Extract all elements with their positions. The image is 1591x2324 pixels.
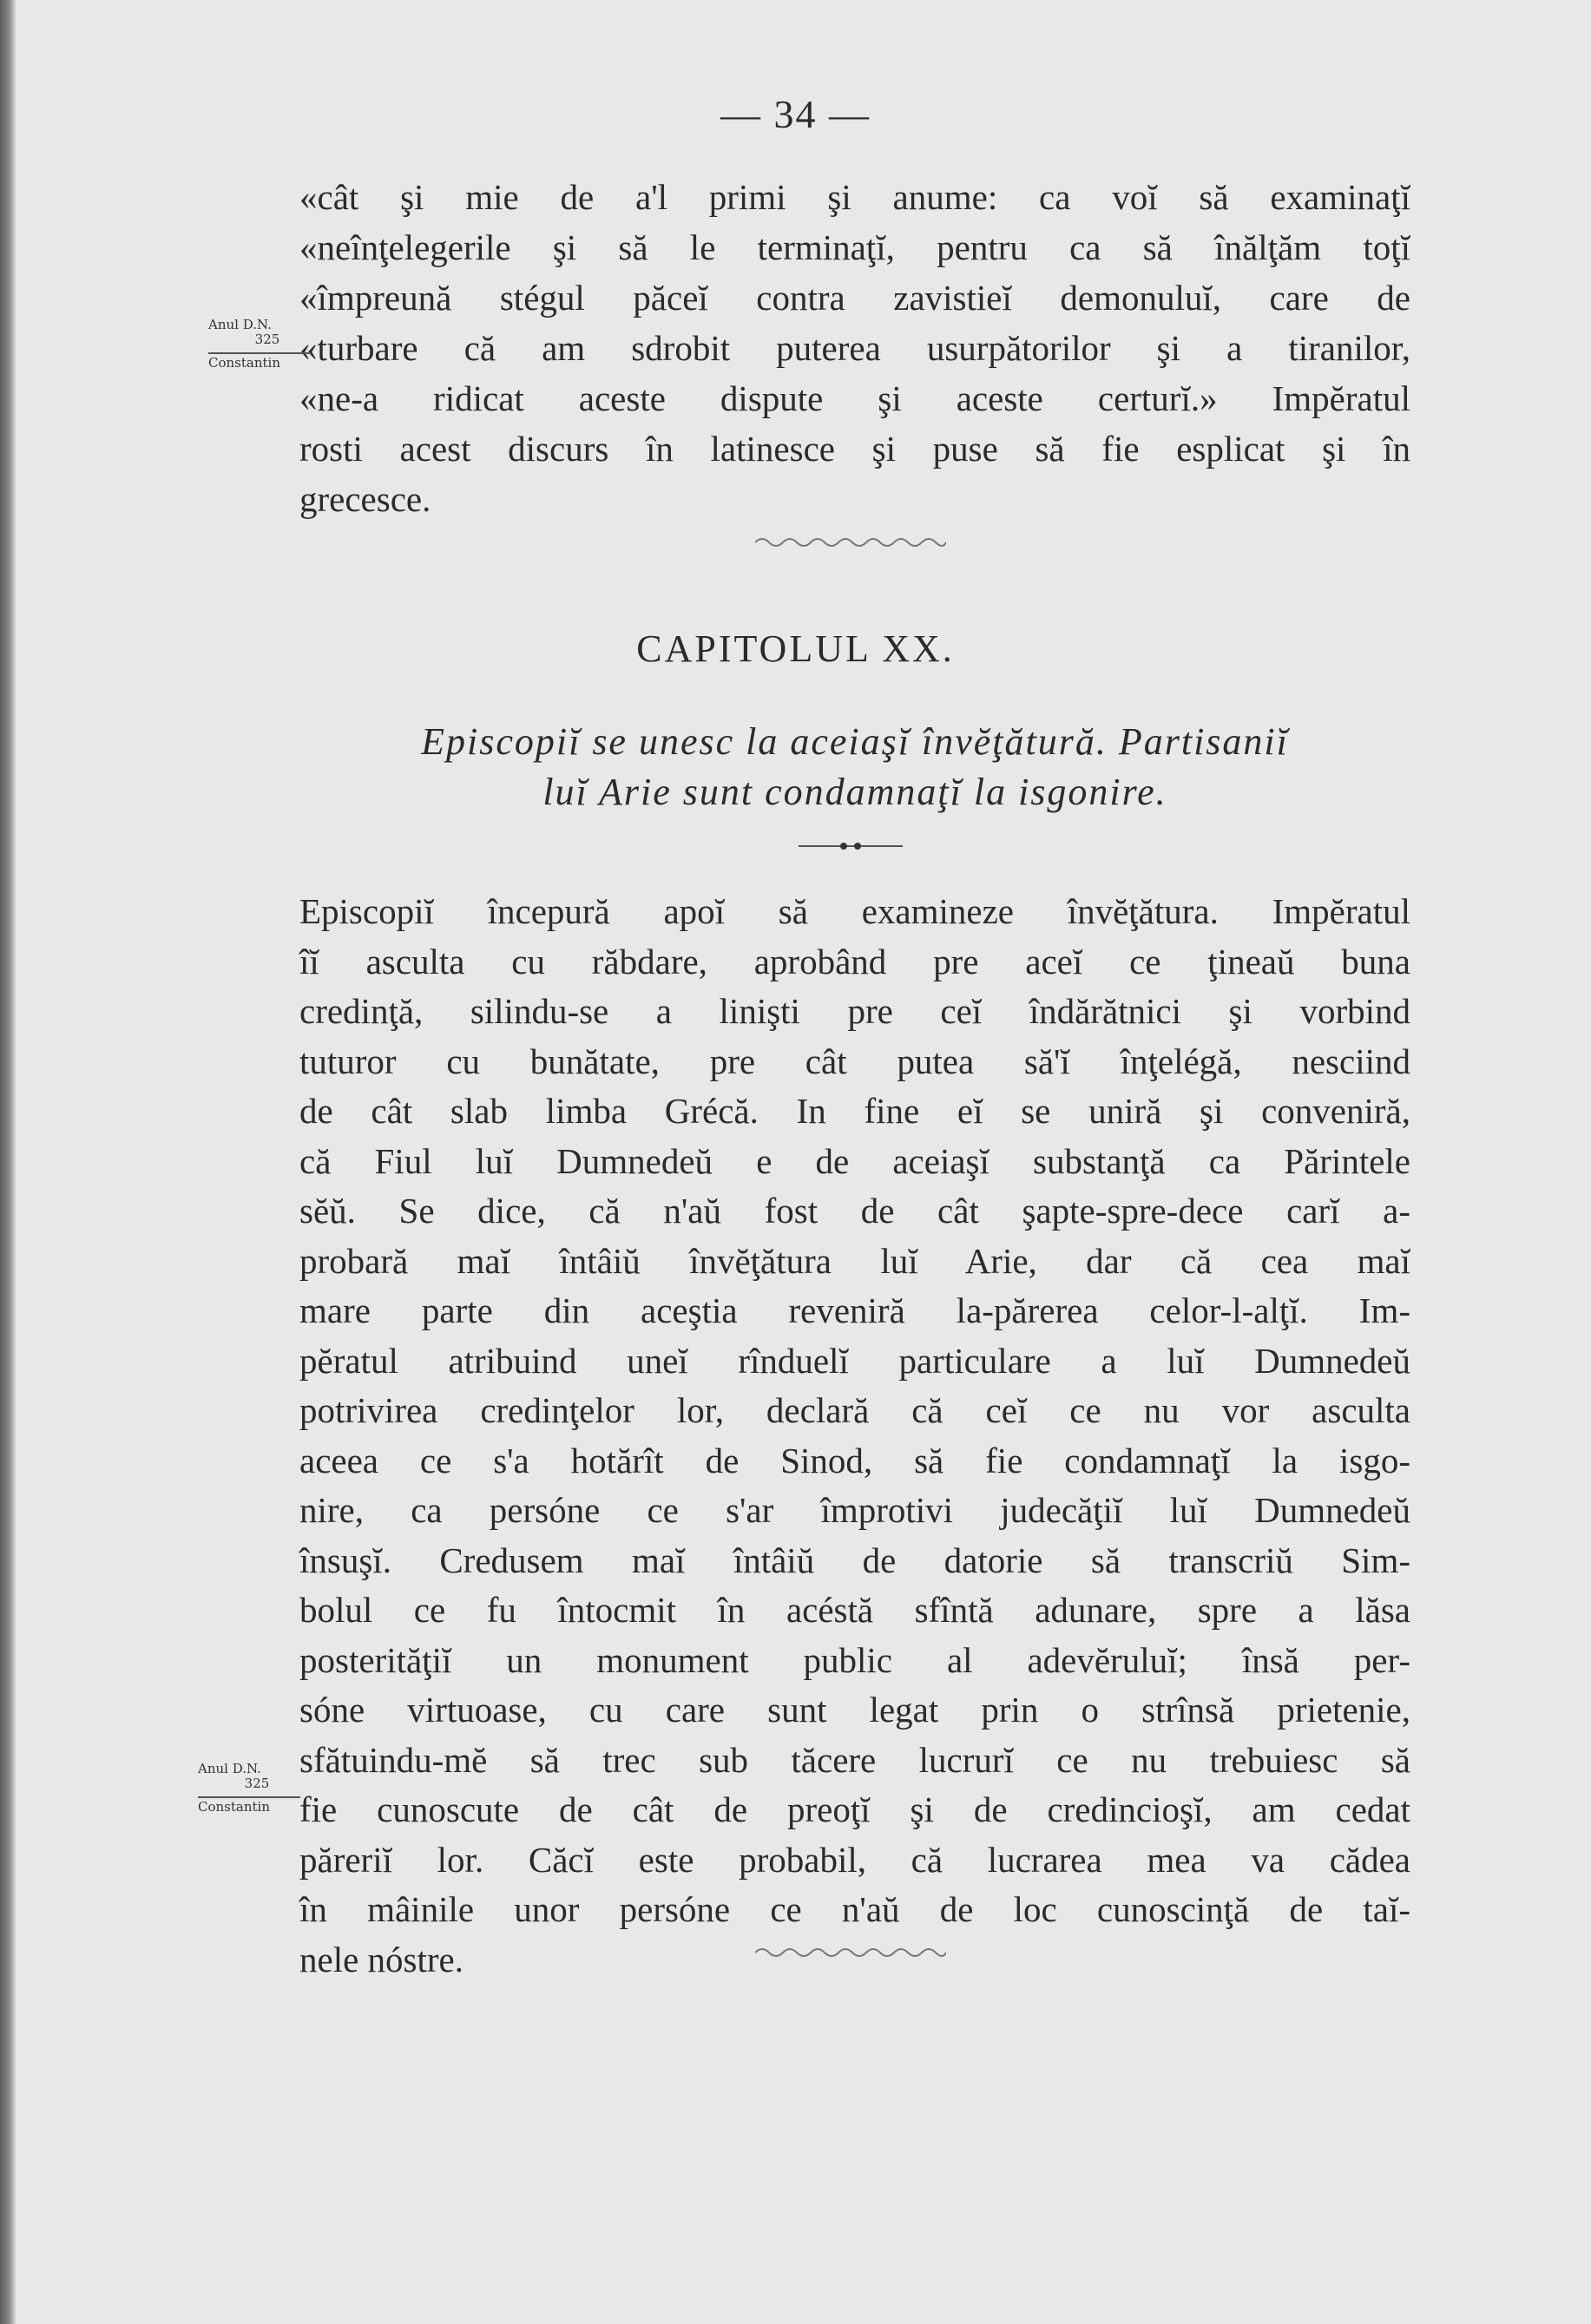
text-line: credinţă, silindu-se a linişti pre ceĭ îndărătnici şi vorbind [299,991,1410,1031]
dash-divider-ornament [799,840,903,852]
text-line: aceea ce s'a hotărît de Sinod, să fie condamnaţĭ la isgo- [299,1440,1410,1480]
text-line: «turbare că am sdrobit puterea usurpătorilor şi a tiranilor, [299,328,1410,368]
text-line: grecesce. [299,479,431,519]
page-number: — 34 — [720,92,871,136]
text-line: «împreună stégul păceĭ contra zavistieĭ demonuluĭ, care de [299,278,1410,318]
margin-note-number: 325 [244,1776,270,1791]
chapter-subtitle-line: luĭ Arie sunt condamnaţĭ la isgonire. [542,771,1167,813]
text-line: potrivirea credinţelor lor, declară că ceĭ ce nu vor asculta [299,1390,1410,1430]
text-line: posterităţiĭ un monument public al adevĕruluĭ; însă per- [299,1639,1410,1680]
chapter-paragraph [299,887,1410,1985]
text-line: nele nóstre. [299,1939,463,1979]
text-line: sĕŭ. Se dice, că n'aŭ fost de cât şapte-spre-dece carĭ a- [299,1191,1410,1231]
wavy-divider-ornament [755,1944,946,1961]
margin-note-label: Anul D.N. [208,317,272,332]
text-line: Episcopiĭ începură apoĭ să examineze învĕţătura. Impĕratul [299,891,1410,931]
text-line: «ne-a ridicat aceste dispute şi aceste certurĭ.» Impĕratul [299,378,1410,418]
text-line: fie cunoscute de cât de preoţĭ şi de credincioşĭ, am cedat [299,1789,1410,1829]
text-line: îĭ asculta cu răbdare, aprobând pre aceĭ ce ţineaŭ buna [299,941,1410,981]
margin-note-number: 325 [254,332,280,347]
text-line: de cât slab limba Grécă. In fine eĭ se uniră şi conveniră, [299,1091,1410,1131]
text-line: «neînţelegerile şi să le terminaţĭ, pentru ca să înălţăm toţĭ [299,227,1410,267]
margin-note-label: Anul D.N. [198,1761,261,1776]
text-line: sfătuindu-mĕ să trec sub tăcere lucrurĭ ce nu trebuiesc să [299,1739,1410,1780]
text-line: tuturor cu bunătate, pre cât putea să'ĭ înţelégă, nesciind [299,1041,1410,1081]
wavy-divider-ornament [755,534,946,551]
margin-note-name: Constantin [198,1796,300,1815]
text-line: probară maĭ întâiŭ învĕţătura luĭ Arie, dar că cea maĭ [299,1240,1410,1281]
paragraph-continued [299,172,1410,524]
text-line: că Fiul luĭ Dumnedeŭ e de aceiaşĭ substanţă ca Părintele [299,1140,1410,1181]
text-line: însuşĭ. Credusem maĭ întâiŭ de datorie să transcriŭ Sim- [299,1539,1410,1580]
chapter-subtitle-line: Episcopiĭ se unesc la aceiaşĭ învĕţătură. Partisaniĭ [421,720,1289,763]
text-line: păreriĭ lor. Căcĭ este probabil, că lucrarea mea va cădea [299,1839,1410,1880]
text-line: pĕratul atribuind uneĭ rînduelĭ particulare a luĭ Dumnedeŭ [299,1340,1410,1381]
text-line: sóne virtuoase, cu care sunt legat prin o strînsă prietenie, [299,1690,1410,1730]
chapter-heading: CAPITOLUL XX. [636,627,955,670]
text-line: bolul ce fu întocmit în acéstă sfîntă adunare, spre a lăsa [299,1590,1410,1630]
text-line: nire, ca persóne ce s'ar împrotivi judecăţiĭ luĭ Dumnedeŭ [299,1490,1410,1530]
text-line: mare parte din aceştia reveniră la-părerea celor-l-alţĭ. Im- [299,1290,1410,1330]
margin-note-year [208,318,311,371]
text-line: «cât şi mie de a'l primi şi anume: ca voĭ să examinaţĭ [299,177,1410,217]
text-line: rosti acest discurs în latinesce şi puse să fie esplicat şi în [299,429,1410,469]
margin-note-name: Constantin [208,352,311,371]
margin-note-year [198,1762,300,1815]
text-line: în mâinile unor persóne ce n'aŭ de loc cunoscinţă de taĭ- [299,1889,1410,1929]
book-spine-shadow [0,0,16,2324]
